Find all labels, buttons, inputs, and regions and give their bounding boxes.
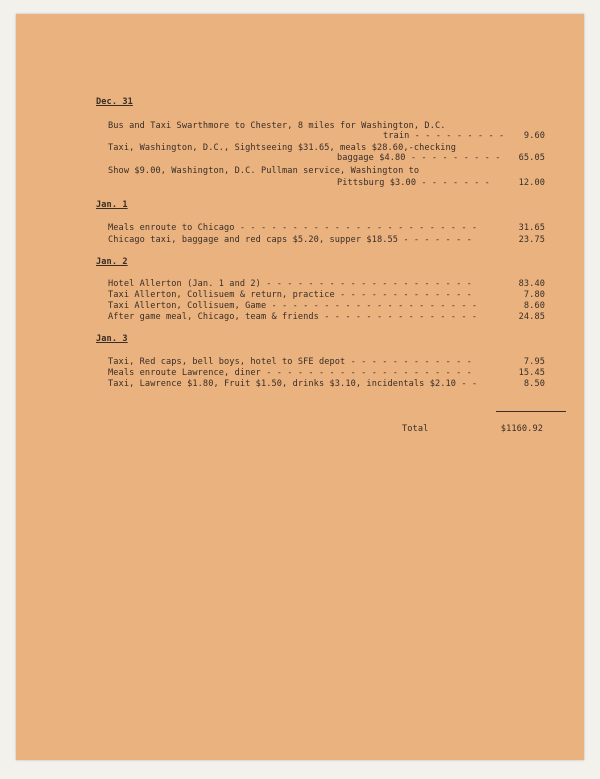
item-amount: 83.40 (518, 279, 545, 289)
item-line: After game meal, Chicago, team & friends - - - - - - - - - - - - - - - (108, 312, 478, 322)
item-amount: 7.95 (523, 357, 545, 367)
item-line: Taxi Allerton, Collisuem & return, practice - - - - - - - - - - - - - (108, 290, 472, 300)
item-line-continued: train - - - - - - - - - (383, 131, 505, 141)
item-amount: 8.60 (523, 301, 545, 311)
item-line: Taxi, Red caps, bell boys, hotel to SFE depot - - - - - - - - - - - - (108, 357, 472, 367)
total-rule (496, 411, 566, 412)
item-line: Taxi, Washington, D.C., Sightseeing $31.65, meals $28.60,-checking (108, 143, 457, 153)
item-line-continued: Pittsburg $3.00 - - - - - - - (337, 178, 490, 188)
section-heading-jan1: Jan. 1 (96, 200, 128, 210)
item-line: Taxi Allerton, Collisuem, Game - - - - - - - - - - - - - - - - - - - - (108, 301, 478, 311)
item-amount: 31.65 (518, 223, 545, 233)
item-amount: 65.05 (518, 153, 545, 163)
total-amount: $1160.92 (500, 424, 543, 434)
item-amount: 24.85 (518, 312, 545, 322)
item-line: Meals enroute Lawrence, diner - - - - - - - - - - - - - - - - - - - - (108, 368, 472, 378)
item-line: Chicago taxi, baggage and red caps $5.20, supper $18.55 - - - - - - - (108, 235, 472, 245)
total-label: Total (402, 424, 429, 434)
item-amount: 23.75 (518, 235, 545, 245)
section-heading-jan2: Jan. 2 (96, 257, 128, 267)
item-line: Show $9.00, Washington, D.C. Pullman service, Washington to (108, 166, 420, 176)
item-line: Bus and Taxi Swarthmore to Chester, 8 miles for Washington, D.C. (108, 121, 446, 131)
item-amount: 12.00 (518, 178, 545, 188)
item-line-continued: baggage $4.80 - - - - - - - - - (337, 153, 501, 163)
item-amount: 7.80 (523, 290, 545, 300)
item-line: Taxi, Lawrence $1.80, Fruit $1.50, drinks $3.10, incidentals $2.10 - - (108, 379, 478, 389)
item-line: Hotel Allerton (Jan. 1 and 2) - - - - - - - - - - - - - - - - - - - - (108, 279, 472, 289)
item-amount: 8.50 (523, 379, 545, 389)
item-amount: 15.45 (518, 368, 545, 378)
section-heading-jan3: Jan. 3 (96, 334, 128, 344)
item-line: Meals enroute to Chicago - - - - - - - - - - - - - - - - - - - - - - - (108, 223, 478, 233)
item-amount: 9.60 (523, 131, 545, 141)
section-heading-dec31: Dec. 31 (96, 97, 133, 107)
